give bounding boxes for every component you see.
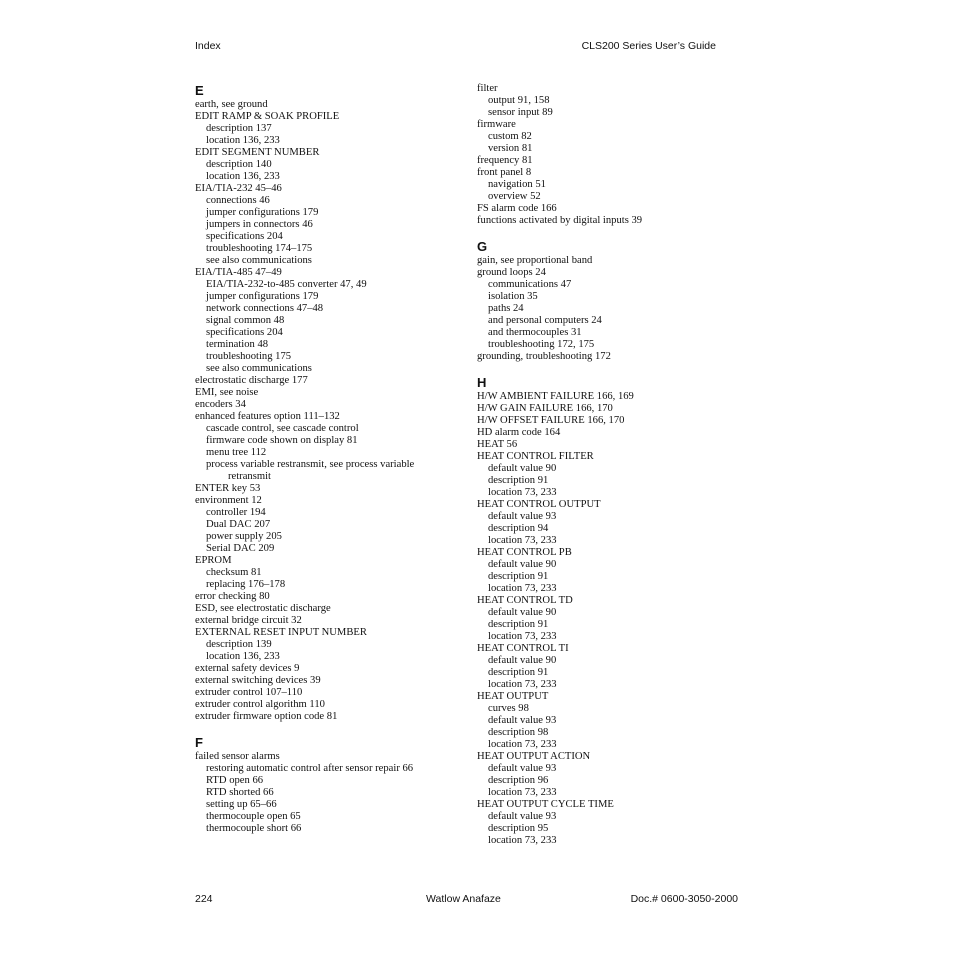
index-entry: HEAT CONTROL OUTPUT <box>477 499 601 510</box>
index-entry: firmware <box>477 119 516 130</box>
index-subentry: cascade control, see cascade control <box>206 423 359 434</box>
index-entry: HEAT CONTROL TI <box>477 643 569 654</box>
index-subentry: location 73, 233 <box>488 787 557 798</box>
index-entry: HEAT CONTROL FILTER <box>477 451 594 462</box>
index-subentry: description 96 <box>488 775 549 786</box>
index-subentry: menu tree 112 <box>206 447 267 458</box>
index-entry: external safety devices 9 <box>195 663 300 674</box>
index-subentry: default value 93 <box>488 763 557 774</box>
index-subentry: description 94 <box>488 523 549 534</box>
index-subentry: see also communications <box>206 255 312 266</box>
index-entry: extruder firmware option code 81 <box>195 711 338 722</box>
index-subentry: see also communications <box>206 363 312 374</box>
index-subentry: description 140 <box>206 159 272 170</box>
index-entry: EIA/TIA-232 45–46 <box>195 183 282 194</box>
index-subentry: checksum 81 <box>206 567 262 578</box>
index-subentry: output 91, 158 <box>488 95 550 106</box>
index-subentry: default value 93 <box>488 715 557 726</box>
index-entry: EPROM <box>195 555 232 566</box>
index-subentry: location 73, 233 <box>488 535 557 546</box>
index-entry: environment 12 <box>195 495 262 506</box>
index-entry: HEAT CONTROL TD <box>477 595 573 606</box>
index-subentry: and thermocouples 31 <box>488 327 582 338</box>
index-entry: error checking 80 <box>195 591 270 602</box>
index-subentry: process variable restransmit, see process variable <box>206 459 415 470</box>
index-subentry: restoring automatic control after sensor repair 66 <box>206 763 414 774</box>
index-entry: ground loops 24 <box>477 267 546 278</box>
running-header-right: CLS200 Series User’s Guide <box>581 40 716 52</box>
index-subentry: description 91 <box>488 571 549 582</box>
index-entry: filter <box>477 83 498 94</box>
index-entry: H/W GAIN FAILURE 166, 170 <box>477 403 613 414</box>
index-subentry: RTD open 66 <box>206 775 264 786</box>
index-section <box>195 83 485 723</box>
index-subentry: troubleshooting 174–175 <box>206 243 313 254</box>
index-subentry: location 73, 233 <box>488 679 557 690</box>
index-subentry: description 91 <box>488 475 549 486</box>
index-subentry: sensor input 89 <box>488 107 553 118</box>
section-letter: G <box>477 239 488 254</box>
index-entry: H/W OFFSET FAILURE 166, 170 <box>477 415 625 426</box>
section-letter: E <box>195 83 204 98</box>
index-subentry: description 91 <box>488 667 549 678</box>
index-continuation: retransmit <box>228 471 271 482</box>
index-entry: external switching devices 39 <box>195 675 321 686</box>
index-section <box>477 375 767 847</box>
index-subentry: default value 93 <box>488 811 557 822</box>
index-subentry: firmware code shown on display 81 <box>206 435 358 446</box>
index-subentry: custom 82 <box>488 131 532 142</box>
index-entry: HEAT CONTROL PB <box>477 547 572 558</box>
index-section <box>477 83 767 227</box>
index-subentry: location 73, 233 <box>488 835 557 846</box>
index-subentry: navigation 51 <box>488 179 546 190</box>
index-entry: HD alarm code 164 <box>477 427 561 438</box>
index-entry: EIA/TIA-485 47–49 <box>195 267 282 278</box>
index-subentry: location 73, 233 <box>488 739 557 750</box>
index-subentry: power supply 205 <box>206 531 282 542</box>
index-entry: ENTER key 53 <box>195 483 261 494</box>
index-subentry: default value 90 <box>488 559 557 570</box>
index-entry: EXTERNAL RESET INPUT NUMBER <box>195 627 367 638</box>
section-letter: H <box>477 375 487 390</box>
index-entry: frequency 81 <box>477 155 533 166</box>
index-subentry: location 136, 233 <box>206 135 280 146</box>
index-subentry: and personal computers 24 <box>488 315 602 326</box>
index-subentry: specifications 204 <box>206 231 283 242</box>
index-entry: EMI, see noise <box>195 387 259 398</box>
index-entry: gain, see proportional band <box>477 255 593 266</box>
index-subentry: location 73, 233 <box>488 583 557 594</box>
index-subentry: default value 93 <box>488 511 557 522</box>
index-subentry: network connections 47–48 <box>206 303 324 314</box>
index-subentry: thermocouple short 66 <box>206 823 302 834</box>
index-entry: extruder control algorithm 110 <box>195 699 325 710</box>
index-subentry: description 139 <box>206 639 272 650</box>
document-number: Doc.# 0600-3050-2000 <box>630 893 738 905</box>
index-subentry: default value 90 <box>488 655 557 666</box>
index-subentry: jumper configurations 179 <box>206 207 319 218</box>
index-entry: H/W AMBIENT FAILURE 166, 169 <box>477 391 634 402</box>
index-subentry: location 136, 233 <box>206 171 280 182</box>
index-subentry: troubleshooting 172, 175 <box>488 339 595 350</box>
running-header-left: Index <box>195 40 221 52</box>
index-column-right <box>477 83 767 847</box>
index-entry: failed sensor alarms <box>195 751 280 762</box>
index-subentry: controller 194 <box>206 507 266 518</box>
index-subentry: isolation 35 <box>488 291 538 302</box>
index-subentry: default value 90 <box>488 607 557 618</box>
index-subentry: description 95 <box>488 823 549 834</box>
page-number: 224 <box>195 893 213 905</box>
index-entry: ESD, see electrostatic discharge <box>195 603 331 614</box>
index-subentry: location 73, 233 <box>488 631 557 642</box>
index-section <box>477 239 767 363</box>
index-entry: EDIT SEGMENT NUMBER <box>195 147 320 158</box>
index-entry: HEAT OUTPUT CYCLE TIME <box>477 799 614 810</box>
index-subentry: Dual DAC 207 <box>206 519 271 530</box>
index-subentry: overview 52 <box>488 191 541 202</box>
index-subentry: replacing 176–178 <box>206 579 286 590</box>
index-subentry: location 73, 233 <box>488 487 557 498</box>
index-subentry: description 137 <box>206 123 272 134</box>
index-subentry: description 91 <box>488 619 549 630</box>
index-subentry: version 81 <box>488 143 533 154</box>
index-subentry: RTD shorted 66 <box>206 787 274 798</box>
index-subentry: termination 48 <box>206 339 269 350</box>
index-section <box>195 735 485 835</box>
index-entry: EDIT RAMP & SOAK PROFILE <box>195 111 340 122</box>
index-entry: electrostatic discharge 177 <box>195 375 308 386</box>
index-entry: functions activated by digital inputs 39 <box>477 215 643 226</box>
index-entry: front panel 8 <box>477 167 532 178</box>
index-subentry: jumpers in connectors 46 <box>206 219 313 230</box>
index-entry: enhanced features option 111–132 <box>195 411 340 422</box>
index-subentry: specifications 204 <box>206 327 283 338</box>
index-subentry: setting up 65–66 <box>206 799 277 810</box>
index-entry: external bridge circuit 32 <box>195 615 302 626</box>
index-subentry: curves 98 <box>488 703 529 714</box>
section-letter: F <box>195 735 203 750</box>
index-subentry: location 136, 233 <box>206 651 280 662</box>
index-entry: HEAT OUTPUT ACTION <box>477 751 591 762</box>
index-entry: FS alarm code 166 <box>477 203 557 214</box>
index-column-left <box>195 83 485 835</box>
index-subentry: EIA/TIA-232-to-485 converter 47, 49 <box>206 279 367 290</box>
index-subentry: jumper configurations 179 <box>206 291 319 302</box>
index-entry: grounding, troubleshooting 172 <box>477 351 611 362</box>
footer-publisher: Watlow Anafaze <box>426 893 501 905</box>
index-entry: HEAT 56 <box>477 439 518 450</box>
index-entry: HEAT OUTPUT <box>477 691 549 702</box>
index-subentry: default value 90 <box>488 463 557 474</box>
index-subentry: troubleshooting 175 <box>206 351 292 362</box>
index-subentry: signal common 48 <box>206 315 285 326</box>
index-subentry: communications 47 <box>488 279 572 290</box>
index-subentry: paths 24 <box>488 303 524 314</box>
index-subentry: thermocouple open 65 <box>206 811 301 822</box>
index-subentry: connections 46 <box>206 195 270 206</box>
index-subentry: description 98 <box>488 727 549 738</box>
index-entry: encoders 34 <box>195 399 246 410</box>
index-subentry: Serial DAC 209 <box>206 543 275 554</box>
index-entry: earth, see ground <box>195 99 268 110</box>
index-entry: extruder control 107–110 <box>195 687 303 698</box>
